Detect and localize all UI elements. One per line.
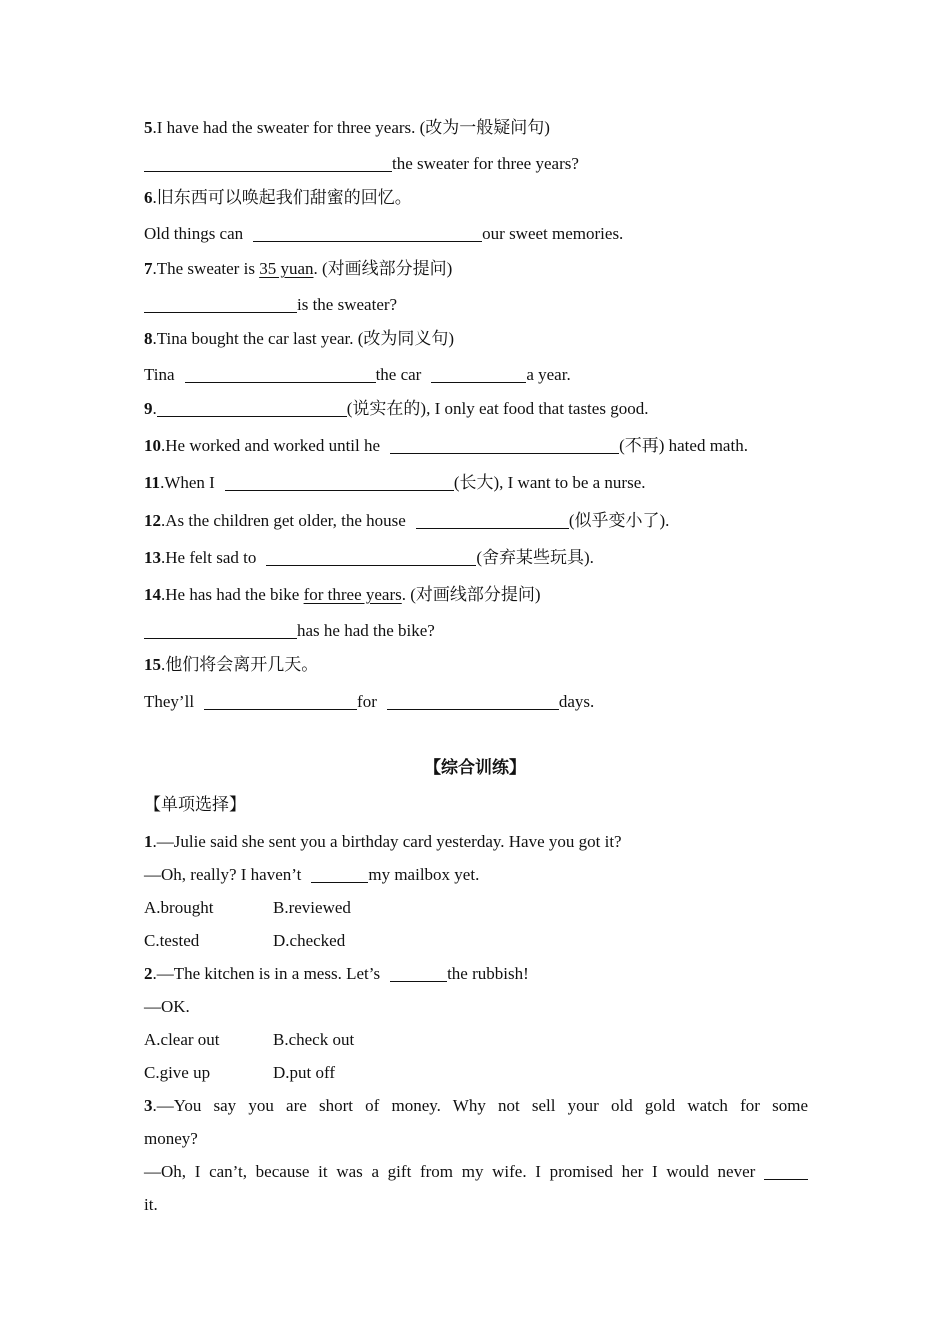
answer-blank[interactable]	[390, 965, 447, 982]
mc-question-3-line2: money?	[144, 1129, 198, 1148]
answer-15	[144, 691, 808, 713]
answer-5	[144, 153, 808, 175]
answer-blank[interactable]	[144, 155, 392, 172]
mc-options-row	[144, 1029, 808, 1051]
mc-options-row	[144, 1062, 808, 1084]
question-text: .—The kitchen is in a mess. Let’s	[152, 964, 381, 983]
question-11	[144, 472, 808, 494]
mc-question-1-reply	[144, 864, 808, 886]
answer-blank[interactable]	[253, 225, 482, 242]
question-14	[144, 584, 808, 606]
question-number: 13	[144, 548, 161, 567]
mc-question-3	[144, 1095, 808, 1117]
question-number: 14	[144, 585, 161, 604]
question-tail: (长大), I want to be a nurse.	[453, 473, 646, 492]
question-number: 3	[144, 1096, 153, 1115]
question-text: .As the children get older, the house	[161, 511, 406, 530]
question-text: .He has had the bike	[161, 585, 304, 604]
question-8	[144, 328, 808, 350]
question-dot: .	[152, 399, 157, 418]
mc-question-2	[144, 963, 808, 985]
answer-blank[interactable]	[764, 1163, 808, 1180]
question-instruction: . (对画线部分提问)	[313, 259, 453, 278]
underlined-part: for three years	[303, 585, 402, 604]
answer-7	[144, 294, 808, 316]
question-number: 5	[144, 118, 153, 137]
question-text: .He worked and worked until he	[161, 436, 381, 455]
mc-question-1	[144, 831, 808, 853]
question-tail: (似乎变小了).	[568, 511, 670, 530]
question-number: 2	[144, 964, 153, 983]
question-7	[144, 258, 808, 280]
question-text: .旧东西可以唤起我们甜蜜的回忆。	[152, 188, 412, 207]
question-text: .—Julie said she sent you a birthday card yesterday. Have you got it?	[152, 832, 622, 851]
answer-8	[144, 364, 808, 386]
answer-tail: our sweet memories.	[482, 224, 624, 243]
subsection-title: 【单项选择】	[144, 795, 246, 814]
answer-blank[interactable]	[431, 366, 526, 383]
answer-blank[interactable]	[390, 437, 619, 454]
question-5	[144, 117, 808, 139]
question-13	[144, 547, 808, 569]
answer-14	[144, 620, 808, 642]
underlined-part: 35 yuan	[259, 259, 314, 278]
question-tail: (不再) hated math.	[619, 436, 748, 455]
option-d[interactable]: D.put off	[273, 1063, 336, 1082]
option-a[interactable]: A.clear out	[144, 1030, 220, 1049]
question-6	[144, 187, 808, 209]
question-tail: (说实在的), I only eat food that tastes good.	[346, 399, 649, 418]
mc-options-row	[144, 897, 808, 919]
answer-blank[interactable]	[416, 512, 569, 529]
question-text: —Oh, really? I haven’t	[144, 865, 302, 884]
option-c[interactable]: C.give up	[144, 1063, 211, 1082]
answer-tail: the sweater for three years?	[392, 154, 579, 173]
question-text: —Oh, I can’t, because it was a gift from my wife. I promised her I would never	[144, 1162, 756, 1181]
question-instruction: . (对画线部分提问)	[401, 585, 541, 604]
question-9	[144, 398, 808, 420]
question-text: .Tina bought the car last year. (改为同义句)	[152, 329, 455, 348]
section-title: 【综合训练】	[424, 758, 526, 777]
answer-tail: is the sweater?	[297, 295, 398, 314]
question-number: 9	[144, 399, 153, 418]
question-number: 7	[144, 259, 153, 278]
question-text: .I have had the sweater for three years. (改为一般疑问句)	[152, 118, 550, 137]
answer-blank[interactable]	[204, 693, 357, 710]
answer-tail: has he had the bike?	[297, 621, 435, 640]
answer-prefix: Old things can	[144, 224, 244, 243]
question-number: 6	[144, 188, 153, 207]
question-12	[144, 510, 808, 532]
question-text: .—You say you are short of money. Why not sell your old gold watch for some	[152, 1096, 808, 1115]
answer-blank[interactable]	[387, 693, 559, 710]
question-tail: my mailbox yet.	[368, 865, 480, 884]
mc-question-3-reply	[144, 1161, 808, 1183]
answer-part: a year.	[526, 365, 571, 384]
option-b[interactable]: B.reviewed	[273, 898, 351, 917]
question-15	[144, 654, 808, 676]
mc-question-2-reply: —OK.	[144, 997, 190, 1016]
answer-blank[interactable]	[157, 400, 347, 417]
answer-blank[interactable]	[266, 549, 476, 566]
answer-blank[interactable]	[144, 296, 297, 313]
question-number: 15	[144, 655, 161, 674]
option-b[interactable]: B.check out	[273, 1030, 355, 1049]
answer-6	[144, 223, 808, 245]
question-number: 12	[144, 511, 161, 530]
question-number: 8	[144, 329, 153, 348]
answer-blank[interactable]	[185, 366, 376, 383]
answer-part: They’ll	[144, 692, 195, 711]
question-number: 1	[144, 832, 153, 851]
question-text: .The sweater is	[152, 259, 260, 278]
question-text: .他们将会离开几天。	[161, 655, 319, 674]
question-10	[144, 435, 808, 457]
answer-part: for	[357, 692, 377, 711]
question-number: 10	[144, 436, 161, 455]
question-tail: (舍弃某些玩具).	[476, 548, 594, 567]
mc-question-3-line4: it.	[144, 1195, 158, 1214]
answer-part: Tina	[144, 365, 175, 384]
option-d[interactable]: D.checked	[273, 931, 346, 950]
answer-blank[interactable]	[311, 866, 368, 883]
question-text: .When I	[160, 473, 215, 492]
answer-part: days.	[558, 692, 595, 711]
question-number: 11	[144, 473, 161, 492]
mc-options-row	[144, 930, 808, 952]
answer-part: the car	[375, 365, 422, 384]
answer-blank[interactable]	[225, 474, 454, 491]
question-tail: the rubbish!	[447, 964, 529, 983]
question-text: .He felt sad to	[161, 548, 257, 567]
option-a[interactable]: A.brought	[144, 898, 214, 917]
option-c[interactable]: C.tested	[144, 931, 200, 950]
answer-blank[interactable]	[144, 622, 297, 639]
